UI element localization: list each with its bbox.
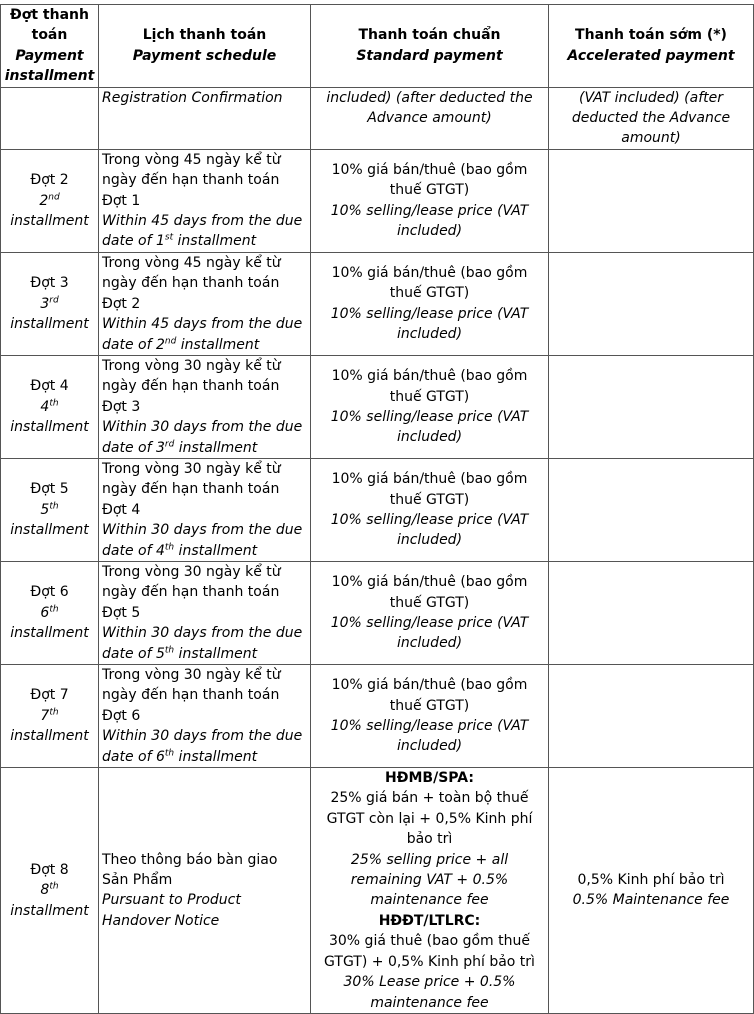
- installment-suffix: installment: [10, 902, 89, 919]
- standard-vi: 10% giá bán/thuê (bao gồm thuế GTGT): [331, 162, 528, 199]
- spa-vi: 25% giá bán + toàn bộ thuế GTGT còn lại + 0,5% Kinh phí bảo trì: [326, 790, 533, 848]
- schedule-en: [102, 417, 307, 458]
- accelerated-payment-cell: [549, 665, 754, 768]
- accelerated-vi: 0,5% Kinh phí bảo trì: [577, 872, 725, 889]
- table-row: [1, 561, 754, 664]
- installment-suffix: installment: [10, 316, 89, 333]
- installment-label-vi: Đợt 8: [30, 861, 69, 878]
- schedule-en: [102, 623, 307, 664]
- schedule-vi: Trong vòng 30 ngày kể từ ngày đến hạn thanh toán Đợt 4: [102, 460, 281, 518]
- installment-label-vi: Đợt 3: [30, 275, 69, 292]
- standard-payment-cell: [311, 458, 549, 561]
- header-accelerated-en: Accelerated payment: [567, 47, 735, 64]
- accelerated-payment-cell: [549, 458, 754, 561]
- schedule-en-ordinal: st: [164, 232, 174, 243]
- standard-en: 10% selling/lease price (VAT included): [330, 408, 529, 446]
- header-schedule-en: Payment schedule: [132, 47, 277, 64]
- schedule-en-ordinal: rd: [164, 438, 175, 449]
- cont-standard-cell: included) (after deducted the Advance amount): [311, 87, 549, 149]
- installment-cell: [1, 252, 99, 355]
- header-standard-en: Standard payment: [356, 47, 503, 64]
- installment-label-en: [4, 706, 95, 747]
- header-installment: [1, 5, 99, 88]
- schedule-en-suffix: installment: [174, 645, 258, 662]
- standard-en: 10% selling/lease price (VAT included): [330, 202, 529, 240]
- schedule-en: [102, 726, 307, 767]
- installment-label-en: [4, 603, 95, 644]
- installment-cell: [1, 355, 99, 458]
- installment-suffix: installment: [10, 728, 89, 745]
- installment-ordinal: nd: [48, 192, 60, 202]
- schedule-en-suffix: installment: [174, 542, 258, 559]
- schedule-vi: Trong vòng 30 ngày kể từ ngày đến hạn thanh toán Đợt 3: [102, 357, 281, 415]
- installment-label-en: [4, 880, 95, 921]
- table-row: [1, 355, 754, 458]
- table-row: [1, 149, 754, 252]
- schedule-en-ordinal: th: [164, 747, 175, 758]
- installment-label-vi: Đợt 5: [30, 481, 69, 498]
- schedule-en-ordinal: nd: [164, 335, 177, 346]
- schedule-vi: Trong vòng 30 ngày kể từ ngày đến hạn thanh toán Đợt 5: [102, 563, 281, 621]
- schedule-en-suffix: installment: [174, 748, 258, 765]
- schedule-en-suffix: installment: [176, 336, 260, 353]
- schedule-vi: Trong vòng 45 ngày kể từ ngày đến hạn thanh toán Đợt 1: [102, 151, 281, 209]
- installment-suffix: installment: [10, 625, 89, 642]
- schedule-cell: [99, 458, 311, 561]
- standard-en: 10% selling/lease price (VAT included): [330, 718, 529, 755]
- cont-schedule-cell: Registration Confirmation: [99, 87, 311, 149]
- installment-cell: [1, 458, 99, 561]
- header-accelerated: [549, 5, 754, 88]
- spa-en: 25% selling price + all remaining VAT + 0.5% maintenance fee: [350, 851, 509, 909]
- schedule-cell: [99, 768, 311, 1014]
- installment-label-en: [4, 294, 95, 335]
- installment-label-vi: Đợt 7: [30, 687, 69, 704]
- schedule-cell: [99, 561, 311, 664]
- installment-cell: [1, 149, 99, 252]
- table-row-continuation: [1, 87, 754, 149]
- installment-cell: [1, 561, 99, 664]
- standard-en: 10% selling/lease price (VAT included): [330, 511, 529, 549]
- installment-label-vi: Đợt 4: [30, 378, 69, 395]
- header-installment-vi: Đợt thanh toán: [10, 7, 89, 44]
- schedule-en-suffix: installment: [173, 233, 257, 250]
- lease-en: 30% Lease price + 0.5% maintenance fee: [343, 974, 516, 1011]
- schedule-en-text: Within 30 days from the due date of 4: [102, 522, 303, 559]
- schedule-cell: [99, 252, 311, 355]
- standard-payment-cell: [311, 768, 549, 1014]
- installment-cell: [1, 665, 99, 768]
- table-row: [1, 458, 754, 561]
- installment-suffix: installment: [10, 419, 89, 436]
- installment-number: 4: [40, 398, 50, 415]
- installment-label-en: [4, 397, 95, 438]
- schedule-en: [102, 211, 307, 252]
- schedule-en-ordinal: th: [164, 541, 175, 552]
- schedule-vi: Trong vòng 45 ngày kể từ ngày đến hạn thanh toán Đợt 2: [102, 254, 281, 312]
- accelerated-payment-cell: [549, 252, 754, 355]
- installment-number: 6: [40, 604, 50, 621]
- header-schedule: [99, 5, 311, 88]
- table-row: [1, 252, 754, 355]
- installment-label-vi: Đợt 2: [30, 172, 69, 189]
- schedule-en: [102, 520, 307, 561]
- standard-vi: 10% giá bán/thuê (bao gồm thuế GTGT): [331, 677, 528, 714]
- lease-label: HĐĐT/LTLRC:: [378, 912, 481, 929]
- schedule-vi: Trong vòng 30 ngày kể từ ngày đến hạn thanh toán Đợt 6: [102, 667, 281, 724]
- table-header-row: [1, 5, 754, 88]
- installment-suffix: installment: [10, 213, 89, 230]
- accelerated-payment-cell: [549, 561, 754, 664]
- schedule-en-text: Within 45 days from the due date of 2: [102, 316, 303, 353]
- payment-schedule-table: [0, 4, 754, 1014]
- installment-ordinal: th: [49, 604, 59, 615]
- schedule-en: Pursuant to Product Handover Notice: [102, 892, 241, 929]
- schedule-en: [102, 314, 307, 355]
- cont-installment-cell: [1, 87, 99, 149]
- installment-ordinal: rd: [49, 295, 59, 306]
- standard-en: 10% selling/lease price (VAT included): [330, 614, 529, 652]
- lease-vi: 30% giá thuê (bao gồm thuế GTGT) + 0,5% Kinh phí bảo trì: [324, 933, 535, 970]
- header-accelerated-vi: Thanh toán sớm (*): [575, 27, 727, 44]
- header-standard: [311, 5, 549, 88]
- schedule-en-ordinal: th: [164, 644, 175, 655]
- accelerated-payment-cell: [549, 768, 754, 1014]
- schedule-en-text: Within 30 days from the due date of 3: [102, 419, 303, 456]
- cont-accelerated-cell: (VAT included) (after deducted the Advance amount): [549, 87, 754, 149]
- schedule-en-suffix: installment: [174, 439, 258, 456]
- installment-number: 5: [40, 501, 50, 518]
- installment-ordinal: th: [49, 707, 59, 718]
- schedule-cell: [99, 149, 311, 252]
- installment-number: 2: [39, 192, 49, 209]
- installment-number: 8: [40, 882, 50, 899]
- standard-vi: 10% giá bán/thuê (bao gồm thuế GTGT): [331, 574, 528, 611]
- header-standard-vi: Thanh toán chuẩn: [358, 27, 501, 44]
- accelerated-en: 0.5% Maintenance fee: [572, 892, 730, 909]
- spa-label: HĐMB/SPA:: [385, 770, 474, 787]
- schedule-en-text: Within 30 days from the due date of 5: [102, 625, 303, 662]
- accelerated-payment-cell: [549, 355, 754, 458]
- schedule-cell: [99, 665, 311, 768]
- schedule-vi: Theo thông báo bàn giao Sản Phẩm: [102, 851, 278, 889]
- installment-label-vi: Đợt 6: [30, 584, 69, 601]
- header-installment-en: Payment installment: [4, 47, 95, 85]
- installment-number: 3: [40, 295, 50, 312]
- schedule-en-text: Within 30 days from the due date of 6: [102, 728, 303, 765]
- installment-ordinal: th: [49, 398, 59, 409]
- standard-payment-cell: [311, 665, 549, 768]
- standard-payment-cell: [311, 252, 549, 355]
- standard-payment-cell: [311, 561, 549, 664]
- schedule-en-text: Within 45 days from the due date of 1: [102, 213, 303, 250]
- installment-ordinal: th: [49, 501, 59, 512]
- standard-en: 10% selling/lease price (VAT included): [330, 305, 529, 343]
- header-schedule-vi: Lịch thanh toán: [142, 27, 267, 44]
- table-row: [1, 665, 754, 768]
- standard-vi: 10% giá bán/thuê (bao gồm thuế GTGT): [331, 368, 528, 405]
- installment-label-en: [4, 500, 95, 541]
- installment-number: 7: [40, 707, 50, 724]
- standard-vi: 10% giá bán/thuê (bao gồm thuế GTGT): [331, 471, 528, 508]
- installment-suffix: installment: [10, 522, 89, 539]
- standard-vi: 10% giá bán/thuê (bao gồm thuế GTGT): [331, 265, 528, 302]
- installment-label-en: [4, 191, 95, 232]
- accelerated-payment-cell: [549, 149, 754, 252]
- installment-ordinal: th: [49, 881, 59, 892]
- table-row-final: [1, 768, 754, 1014]
- installment-cell: [1, 768, 99, 1014]
- standard-payment-cell: [311, 149, 549, 252]
- schedule-cell: [99, 355, 311, 458]
- standard-payment-cell: [311, 355, 549, 458]
